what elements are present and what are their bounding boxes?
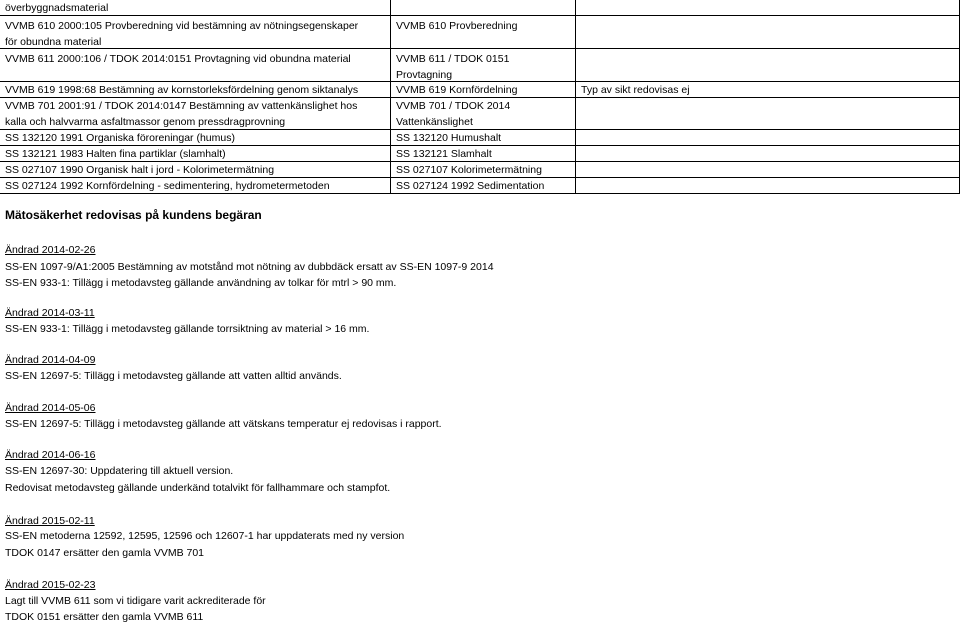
deviation-cell <box>575 98 960 129</box>
table-row <box>0 146 960 162</box>
change-date: Ändrad 2015-02-23 <box>5 579 96 591</box>
change-date: Ändrad 2014-03-11 <box>5 307 95 319</box>
method-cell <box>0 130 390 145</box>
method-text: för obundna material <box>5 36 102 48</box>
table-row <box>0 0 960 16</box>
change-line: SS-EN 1097-9/A1:2005 Bestämning av motstånd mot nötning av dubbdäck ersatt av SS-EN 1097-9 2014 <box>5 261 494 273</box>
method-text: SS 027124 1992 Kornfördelning - sedimentering, hydrometermetoden <box>5 180 330 192</box>
change-line: Lagt till VVMB 611 som vi tidigare varit ackrediterade för <box>5 595 266 607</box>
deviation-cell <box>575 146 960 161</box>
short-name-text: VVMB 701 / TDOK 2014 <box>396 100 511 112</box>
short-name-text: Vattenkänslighet <box>396 116 473 128</box>
short-name-cell <box>390 49 575 81</box>
method-cell <box>0 162 390 177</box>
method-cell <box>0 82 390 97</box>
table-row <box>0 178 960 194</box>
change-line: Redovisat metodavsteg gällande underkänd totalvikt för fallhammare och stampfot. <box>5 482 391 494</box>
short-name-text: SS 132120 Humushalt <box>396 132 502 144</box>
short-name-cell <box>390 146 575 161</box>
measurement-uncertainty-heading: Mätosäkerhet redovisas på kundens begäran <box>5 208 262 222</box>
change-line: SS-EN 12697-5: Tillägg i metodavsteg gällande att vatten alltid används. <box>5 370 342 382</box>
deviation-cell <box>575 162 960 177</box>
deviation-cell <box>575 178 960 193</box>
deviation-cell <box>575 16 960 48</box>
short-name-text: Provtagning <box>396 69 453 81</box>
short-name-text: SS 027107 Kolorimetermätning <box>396 164 542 176</box>
table-row <box>0 162 960 178</box>
table-row <box>0 98 960 130</box>
table-row <box>0 16 960 49</box>
method-text: VVMB 611 2000:106 / TDOK 2014:0151 Provtagning vid obundna material <box>5 53 351 65</box>
method-text: VVMB 701 2001:91 / TDOK 2014:0147 Bestämning av vattenkänslighet hos <box>5 100 358 112</box>
method-text: SS 132121 1983 Halten fina partiklar (slamhalt) <box>5 148 226 160</box>
short-name-text: SS 132121 Slamhalt <box>396 148 492 160</box>
change-line: SS-EN 12697-5: Tillägg i metodavsteg gällande att vätskans temperatur ej redovisas i rapport. <box>5 418 442 430</box>
change-line: SS-EN 933-1: Tillägg i metodavsteg gällande torrsiktning av material > 16 mm. <box>5 323 370 335</box>
method-cell <box>0 16 390 48</box>
change-date: Ändrad 2014-04-09 <box>5 354 96 366</box>
method-text: SS 027107 1990 Organisk halt i jord - Kolorimetermätning <box>5 164 275 176</box>
change-line: SS-EN metoderna 12592, 12595, 12596 och 12607-1 har uppdaterats med ny version <box>5 530 405 542</box>
short-name-text: VVMB 619 Kornfördelning <box>396 84 518 96</box>
short-name-cell <box>390 130 575 145</box>
deviation-cell <box>575 49 960 81</box>
short-name-cell <box>390 178 575 193</box>
short-name-text: VVMB 611 / TDOK 0151 <box>396 53 510 65</box>
short-name-cell <box>390 16 575 48</box>
change-date: Ändrad 2014-05-06 <box>5 402 96 414</box>
deviation-cell <box>575 82 960 97</box>
change-date: Ändrad 2014-06-16 <box>5 449 96 461</box>
deviation-cell <box>575 0 960 15</box>
change-line: TDOK 0147 ersätter den gamla VVMB 701 <box>5 547 205 559</box>
change-line: SS-EN 933-1: Tillägg i metodavsteg gällande användning av tolkar för mtrl > 90 mm. <box>5 277 397 289</box>
method-text: VVMB 619 1998:68 Bestämning av kornstorleksfördelning genom siktanalys <box>5 84 359 96</box>
change-line: TDOK 0151 ersätter den gamla VVMB 611 <box>5 611 204 623</box>
short-name-cell <box>390 98 575 129</box>
method-text: överbyggnadsmaterial <box>5 2 109 14</box>
deviation-text: Typ av sikt redovisas ej <box>581 84 690 96</box>
change-date: Ändrad 2015-02-11 <box>5 515 95 527</box>
table-row <box>0 49 960 82</box>
method-cell <box>0 49 390 81</box>
method-text: SS 132120 1991 Organiska föroreningar (humus) <box>5 132 235 144</box>
method-text: kalla och halvvarma asfaltmassor genom pressdragprovning <box>5 116 286 128</box>
method-cell <box>0 146 390 161</box>
short-name-text: VVMB 610 Provberedning <box>396 20 518 32</box>
method-cell <box>0 0 390 15</box>
method-cell <box>0 178 390 193</box>
short-name-cell <box>390 82 575 97</box>
change-date: Ändrad 2014-02-26 <box>5 244 96 256</box>
short-name-cell <box>390 162 575 177</box>
change-line: SS-EN 12697-30: Uppdatering till aktuell version. <box>5 465 234 477</box>
table-row <box>0 130 960 146</box>
method-text: VVMB 610 2000:105 Provberedning vid bestämning av nötningsegenskaper <box>5 20 359 32</box>
short-name-text: SS 027124 1992 Sedimentation <box>396 180 545 192</box>
short-name-cell <box>390 0 575 15</box>
method-cell <box>0 98 390 129</box>
deviation-cell <box>575 130 960 145</box>
table-row <box>0 82 960 98</box>
